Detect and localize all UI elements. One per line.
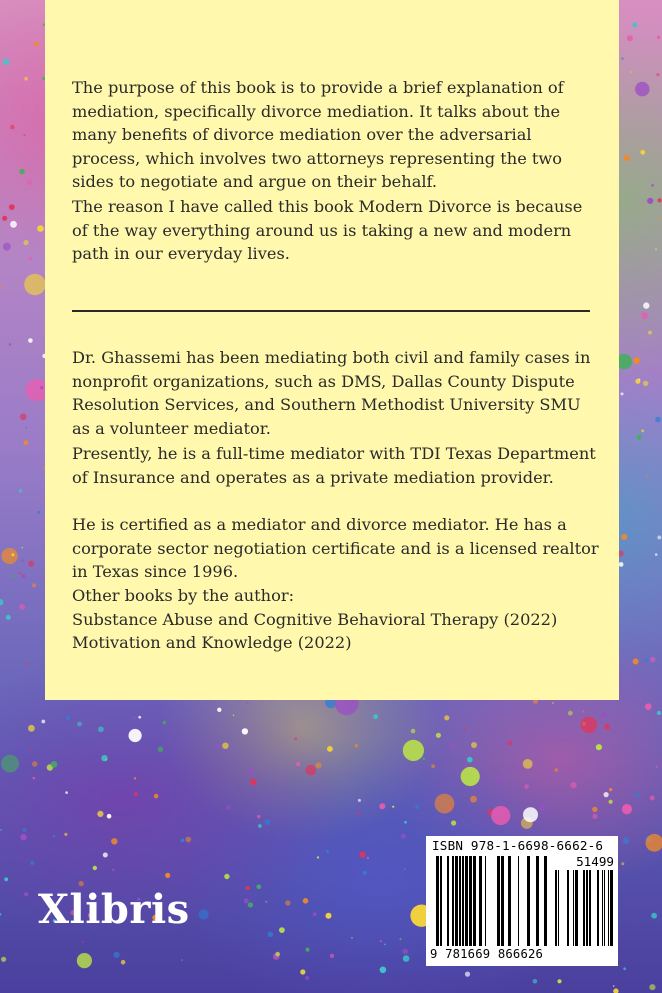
paint-dot [621, 57, 623, 59]
paint-dot [380, 967, 387, 974]
paint-dot [279, 927, 285, 933]
barcode-bar [583, 870, 585, 946]
paint-dot [411, 729, 416, 734]
barcode-bar [597, 870, 599, 946]
paint-dot [641, 312, 648, 319]
paint-dot [592, 807, 597, 812]
paint-dot [30, 749, 32, 751]
paint-dot [154, 794, 159, 799]
paint-dot [351, 937, 353, 939]
paint-dot [330, 954, 334, 958]
paint-dot [464, 765, 467, 768]
barcode-bar [473, 856, 476, 946]
paint-dot [114, 952, 120, 958]
barcode-bar [469, 856, 472, 946]
paint-dot [508, 741, 513, 746]
paint-dot [464, 727, 466, 729]
paint-dot [467, 757, 473, 763]
paint-dot [101, 755, 107, 761]
paint-dot [646, 475, 648, 477]
paint-dot [199, 909, 209, 919]
paint-dot [613, 985, 615, 987]
paint-dot [23, 240, 28, 245]
paint-dot [3, 59, 10, 66]
barcode-bar [518, 856, 519, 946]
paint-dot [77, 953, 92, 968]
paint-dot [165, 873, 170, 878]
paint-dot [401, 834, 406, 839]
paint-dot [26, 662, 29, 665]
paint-dot [133, 717, 136, 720]
bio-paragraph-2: Presently, he is a full-time mediator with TDI Texas Department of Insurance and operates as a private mediation provider. [72, 444, 596, 487]
paint-dot [24, 892, 28, 896]
paint-dot [637, 435, 642, 440]
paint-dot [246, 886, 250, 890]
paint-dot [40, 386, 43, 389]
paint-dot [10, 125, 15, 130]
paint-dot [181, 959, 183, 961]
paint-dot [275, 952, 280, 957]
other-book-title: Motivation and Knowledge (2022) [72, 633, 352, 653]
isbn-label: ISBN 978-1-6698-6662-6 [432, 838, 604, 853]
paint-dot [655, 417, 661, 423]
paint-dot [9, 204, 15, 210]
paint-dot [19, 489, 23, 493]
paint-dot [24, 77, 28, 81]
paint-dot [451, 820, 456, 825]
paint-dot [623, 838, 629, 844]
paint-dot [226, 805, 231, 810]
barcode-bar [602, 870, 603, 946]
barcode-bar [589, 870, 591, 946]
paint-dot [632, 23, 637, 28]
paint-dot [619, 562, 624, 567]
paint-dot [0, 599, 3, 605]
paint-dot [631, 71, 633, 73]
paint-dot [596, 744, 602, 750]
paint-dot [623, 967, 626, 970]
paint-dot [52, 835, 55, 838]
paint-dot [22, 559, 25, 562]
paint-dot [650, 796, 655, 801]
paint-dot [244, 898, 249, 903]
ean-digits: 9 781669 866626 [430, 947, 544, 961]
paint-dot [496, 776, 502, 782]
paint-dot [651, 184, 654, 187]
paint-dot [103, 853, 108, 858]
paint-dot [19, 572, 22, 575]
paint-dot [633, 659, 639, 665]
paint-dot [0, 829, 2, 831]
paint-dot [105, 759, 107, 761]
paint-dot [257, 815, 260, 818]
paint-dot [12, 575, 15, 578]
paint-dot [248, 768, 254, 774]
paint-dot [266, 901, 268, 903]
paint-dot [621, 534, 627, 540]
paint-dot [317, 856, 319, 858]
paint-dot [363, 871, 367, 875]
barcode-bar [610, 870, 613, 946]
paint-dot [1, 755, 19, 773]
paint-dot [404, 868, 406, 870]
paint-dot [609, 800, 613, 804]
barcode-bar [536, 856, 539, 946]
paint-dot [622, 804, 632, 814]
paint-dot [635, 82, 650, 97]
barcode-bar [436, 856, 439, 946]
paint-dot [25, 427, 27, 429]
paint-dot [655, 553, 658, 556]
paint-dot [285, 900, 290, 905]
paint-dot [523, 759, 533, 769]
paint-dot [554, 768, 558, 772]
paint-dot [470, 796, 477, 803]
paint-dot [0, 913, 1, 916]
barcode-bar [497, 856, 500, 946]
paint-dot [305, 976, 309, 980]
paint-dot [33, 777, 36, 780]
paint-dot [66, 716, 70, 720]
paint-dot [247, 702, 249, 704]
paint-dot [158, 747, 164, 753]
paint-dot [450, 744, 454, 748]
paint-dot [444, 715, 449, 720]
paint-dot [28, 338, 33, 343]
paint-dot [359, 851, 365, 857]
text-panel [45, 0, 619, 700]
paint-dot [11, 553, 14, 556]
paint-dot [539, 804, 546, 811]
paint-dot [265, 819, 271, 825]
barcode-bar [555, 870, 557, 946]
paint-dot [129, 729, 142, 742]
paint-dot [250, 779, 257, 786]
paint-dot [621, 862, 624, 865]
other-books-heading: Other books by the author: [72, 586, 295, 605]
paint-dot [326, 913, 332, 919]
barcode-bar [452, 856, 454, 946]
paint-dot [657, 36, 660, 39]
paint-dot [22, 574, 26, 578]
paint-dot [24, 440, 29, 445]
barcode-bar [465, 856, 468, 946]
paint-dot [643, 302, 649, 308]
paint-dot [581, 717, 597, 733]
paint-dot [435, 794, 455, 814]
paint-dot [557, 979, 561, 983]
paint-dot [524, 784, 529, 789]
paint-dot [645, 703, 652, 710]
paint-dot [22, 547, 24, 549]
paint-dot [392, 806, 394, 808]
paint-dot [568, 711, 573, 716]
paint-dot [604, 792, 609, 797]
barcode-bar [479, 856, 482, 946]
paint-dot [19, 169, 25, 175]
section-divider [72, 310, 590, 312]
bio-paragraph-3: He is certified as a mediator and divorce mediator. He has a corporate sector negotiation certificate and is a licensed realtor in Texas since 1996. [72, 515, 599, 582]
paint-dot [1, 957, 6, 962]
paint-dot [294, 737, 297, 740]
paint-dot [163, 721, 167, 725]
paint-dot [257, 885, 262, 890]
paint-dot [6, 615, 11, 620]
paint-dot [657, 536, 661, 540]
paint-dot [51, 761, 58, 768]
paint-dot [326, 850, 329, 853]
paint-dot [30, 861, 34, 865]
price-code: 51499 [576, 854, 614, 869]
paint-dot [112, 869, 115, 872]
paint-dot [2, 216, 7, 221]
barcode-bar [567, 870, 569, 946]
paint-dot [645, 658, 649, 662]
paint-dot [315, 762, 321, 768]
paint-dot [404, 821, 407, 824]
paint-dot [627, 35, 633, 41]
paint-dot [656, 73, 659, 76]
barcode-bar [447, 856, 449, 946]
paint-dot [431, 764, 435, 768]
paint-dot [651, 913, 657, 919]
paint-dot [635, 793, 640, 798]
paint-dot [2, 548, 18, 564]
paint-dot [379, 803, 385, 809]
paint-dot [658, 217, 660, 219]
paint-dot [303, 898, 309, 904]
paint-dot [384, 944, 386, 946]
paint-dot [582, 711, 584, 713]
barcode-box [426, 836, 618, 966]
paint-dot [20, 414, 27, 421]
paint-dot [357, 812, 360, 815]
paint-dot [181, 839, 185, 843]
paint-dot [37, 511, 40, 514]
paint-dot [648, 331, 652, 335]
paint-dot [650, 657, 656, 663]
paint-dot [32, 761, 37, 766]
publisher-logo: Xlibris [38, 886, 190, 933]
paint-dot [23, 828, 27, 832]
paint-dot [138, 716, 141, 719]
paint-dot [222, 743, 228, 749]
barcode-bar [455, 856, 458, 946]
paint-dot [649, 984, 655, 990]
paint-dot [41, 720, 45, 724]
paint-dot [224, 874, 229, 879]
paint-dot [34, 42, 39, 47]
paint-dot [27, 180, 32, 185]
paint-dot [10, 221, 17, 228]
paint-dot [185, 837, 191, 843]
paint-dot [624, 155, 630, 161]
paint-dot [471, 742, 477, 748]
paint-dot [23, 134, 25, 136]
bio-paragraph-1: Dr. Ghassemi has been mediating both civil and family cases in nonprofit organizations, such as DMS, Dallas County Dispute Resolution Services, and Southern Methodist University SMU as a volunteer mediator. [72, 348, 591, 438]
paint-dot [37, 225, 44, 232]
barcode-bar [501, 856, 504, 946]
barcode-bar [459, 856, 461, 946]
paint-dot [98, 726, 104, 732]
paint-dot [258, 824, 262, 828]
paint-dot [403, 740, 424, 761]
paint-dot [643, 381, 649, 387]
paint-dot [242, 728, 248, 734]
paint-dot [29, 257, 33, 261]
paint-dot [9, 343, 11, 345]
paint-dot [313, 912, 317, 916]
paint-dot [217, 708, 221, 712]
paint-dot [355, 744, 359, 748]
paint-dot [461, 767, 480, 786]
paint-dot [82, 941, 84, 943]
paint-dot [306, 948, 310, 952]
paint-dot [134, 777, 136, 779]
paint-dot [399, 938, 401, 940]
paint-dot [248, 902, 253, 907]
paint-dot [24, 274, 45, 295]
paint-dot [97, 811, 103, 817]
paint-dot [656, 766, 658, 768]
barcode-bar [462, 856, 464, 946]
barcode-bar [485, 856, 486, 946]
paint-dot [358, 799, 361, 802]
paint-dot [403, 955, 410, 962]
paint-dot [373, 714, 378, 719]
paint-dot [655, 248, 657, 250]
paint-dot [602, 713, 607, 718]
barcode-bar [440, 856, 442, 946]
paint-dot [423, 757, 426, 760]
paint-dot [491, 806, 510, 825]
barcode-bar [573, 870, 574, 946]
paint-dot [216, 745, 220, 749]
paint-dot [0, 286, 2, 288]
paint-dot [533, 979, 538, 984]
paint-dot [77, 722, 82, 727]
paint-dot [523, 807, 538, 822]
paint-dot [621, 392, 624, 395]
paint-dot [327, 746, 333, 752]
paint-dot [3, 243, 11, 251]
blurb-paragraph-2: The reason I have called this book Modern Divorce is because of the way everything around us is taking a new and modern path in our everyday lives. [72, 197, 583, 264]
barcode-bar [508, 856, 511, 946]
paint-dot [65, 791, 68, 794]
paint-dot [28, 561, 34, 567]
barcode-bar [544, 856, 547, 946]
paint-dot [367, 857, 369, 859]
barcode-bar [586, 870, 588, 946]
paint-dot [613, 988, 618, 993]
paint-dot [233, 715, 235, 717]
paint-dot [640, 150, 645, 155]
barcode-bar [527, 856, 530, 946]
paint-dot [657, 711, 661, 715]
paint-dot [300, 969, 305, 974]
paint-dot [380, 940, 382, 942]
paint-dot [592, 814, 597, 819]
blurb-paragraph-1: The purpose of this book is to provide a brief explanation of mediation, specifically divorce mediation. It talks about the many benefits of divorce mediation over the adversarial process, which involves two attorneys representing the two sides to negotiate and argue on their behalf. [72, 78, 564, 192]
paint-dot [415, 805, 419, 809]
paint-dot [306, 765, 317, 776]
paint-dot [436, 733, 441, 738]
paint-dot [658, 198, 662, 202]
paint-dot [609, 788, 612, 791]
paint-dot [121, 960, 126, 965]
paint-dot [111, 838, 117, 844]
other-books [72, 584, 602, 655]
paint-dot [552, 702, 554, 704]
barcode-bar [558, 870, 559, 946]
paint-dot [93, 866, 97, 870]
barcode-bar [575, 870, 578, 946]
paint-dot [465, 972, 470, 977]
other-book-title: Substance Abuse and Cognitive Behavioral Therapy (2022) [72, 609, 558, 629]
paint-dot [107, 814, 112, 819]
paint-dot [296, 762, 300, 766]
paint-dot [32, 583, 36, 587]
paint-dot [20, 834, 26, 840]
paint-dot [19, 604, 25, 610]
barcode-bar [604, 870, 605, 946]
paint-dot [28, 725, 35, 732]
paint-dot [641, 429, 644, 432]
paint-dot [4, 877, 8, 881]
paint-dot [268, 932, 273, 937]
paint-dot [633, 357, 640, 364]
paint-dot [402, 949, 408, 955]
paint-dot [647, 198, 653, 204]
paint-dot [64, 833, 67, 836]
paint-dot [604, 724, 610, 730]
paint-dot [134, 792, 138, 796]
paint-dot [570, 782, 576, 788]
barcode-bar [608, 870, 609, 946]
paint-dot [635, 379, 640, 384]
